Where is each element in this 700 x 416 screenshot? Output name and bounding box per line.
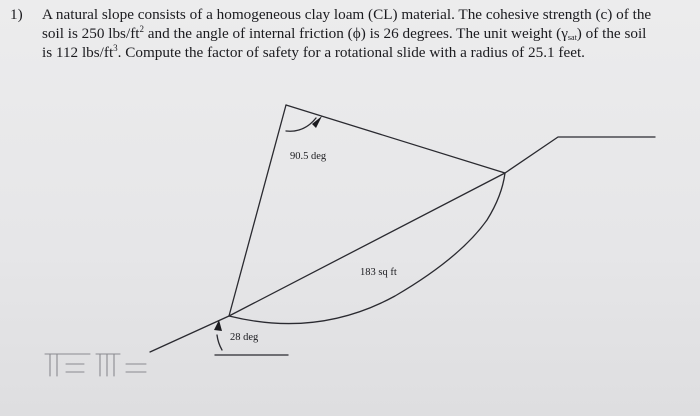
top-angle-arrow-icon [312,116,322,128]
top-angle-arc [286,118,316,131]
slope-geometry [45,105,655,376]
problem-line-1-text: A natural slope consists of a homogeneous clay loam (CL) material. The cohesive strength (c) of the [42,6,652,23]
problem-number: 1) [10,6,23,23]
ground-surface-line [150,137,655,352]
compute-fs-text: . Compute the factor of safety for a rotational slide with a radius of 25.1 feet. [117,44,585,61]
sat-subscript: sat [567,33,577,42]
toe-angle-label: 28 deg [230,332,259,343]
radius-line-toe [229,105,286,316]
unit-weight-text: ) of the soil [576,25,647,42]
slip-circle-arc [229,173,505,324]
soil-symbol-icon [45,354,146,376]
friction-text: and the angle of internal friction (ϕ) is 26 degrees. The unit weight (γ [143,25,568,42]
toe-angle-arc [217,335,222,350]
ft-cubed-exponent: 3 [113,43,118,53]
area-label: 183 sq ft [360,267,397,278]
unit-weight-value-text: is 112 lbs/ft [42,44,114,61]
radius-line-crest [286,105,505,173]
ft-squared-exponent: 2 [139,24,144,34]
top-angle-label: 90.5 deg [290,151,327,162]
cohesion-text: soil is 250 lbs/ft [42,25,140,42]
